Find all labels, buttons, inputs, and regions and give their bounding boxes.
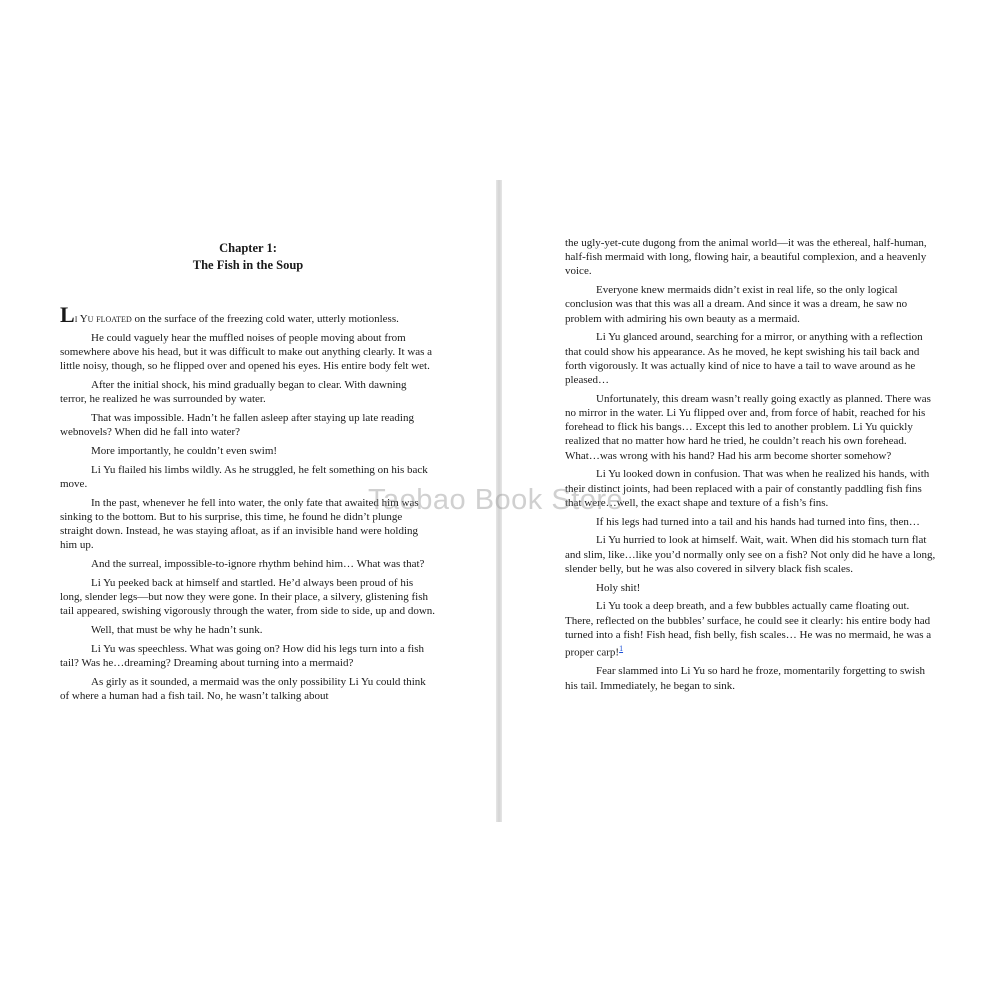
watermark: Taobao Book Store bbox=[368, 484, 624, 516]
bubble-paragraph-text: Li Yu took a deep breath, and a few bubbles actually came floating out. There, reflected on the bubbles’ surface, he could see it clearly: his entire body had turned into a fish! Fish head, fish belly, fish scales… He was no mermaid, he was a proper carp! bbox=[565, 600, 932, 659]
paragraph: More importantly, he couldn’t even swim! bbox=[91, 445, 278, 457]
left-paragraphs bbox=[60, 331, 436, 704]
left-page bbox=[60, 240, 436, 708]
chapter-heading bbox=[60, 240, 436, 274]
footnote-link[interactable]: 1 bbox=[619, 644, 624, 654]
paragraph: He could vaguely hear the muffled noises of people moving about from somewhere above his head, but it was difficult to make out anything clearly. It was a little noisy, though, so he flipped over and opened his eyes. His entire body felt wet. bbox=[60, 331, 433, 373]
paragraph: After the initial shock, his mind gradually began to clear. With dawning terror, he realized he was surrounded by water. bbox=[60, 379, 407, 406]
paragraph: Holy shit! bbox=[596, 581, 641, 594]
paragraph: Li Yu glanced around, searching for a mirror, or anything with a reflection that could show his appearance. As he moved, he kept swishing his tail back and forth vigorously. It was actually kind of nice to have a tail to wave around as he pleased… bbox=[565, 331, 923, 387]
opening-paragraph bbox=[60, 302, 436, 327]
paragraph: In the past, whenever he fell into water, the only fate that awaited him was sinking to the bottom. But to his surprise, this time, he found he didn’t plunge straight down. Instead, he was staying afloat, as if an invisible hand were holding him up. bbox=[60, 496, 419, 552]
drop-cap: L bbox=[60, 302, 75, 327]
paragraph: Unfortunately, this dream wasn’t really going exactly as planned. There was no mirror in the water. Li Yu flipped over and, from force of habit, reached for his forehead to flick his bangs… Except this led to another problem. Li Yu quickly realized that no matter how hard he tried, he couldn’t reach his own forehead. What…was wrong with his hand? Had his arm become shorter somehow? bbox=[565, 392, 931, 462]
bubble-paragraph bbox=[565, 599, 940, 659]
paragraph: Li Yu looked down in confusion. That was when he realized his hands, with their distinct joints, had been replaced with a pair of constantly paddling fish fins that were…well, the exact shape and texture of a fish’s fins. bbox=[565, 468, 930, 509]
paragraph: Everyone knew mermaids didn’t exist in real life, so the only logical conclusion was that this was all a dream. And since it was a dream, he saw no problem with admiring his own beauty as a mermaid. bbox=[565, 284, 908, 325]
paragraph: If his legs had turned into a tail and his hands had turned into fins, then… bbox=[596, 515, 920, 528]
paragraph: Li Yu flailed his limbs wildly. As he struggled, he felt something on his back move. bbox=[60, 463, 428, 490]
paragraph: Li Yu peeked back at himself and startled. He’d always been proud of his long, slender legs—but now they were gone. In their place, a silvery, glistening fish tail appeared, swishing vigorously through the water, from side to side, up and down. bbox=[60, 577, 436, 618]
chapter-number: Chapter 1: bbox=[219, 241, 277, 255]
opening-paragraph-rest: on the surface of the freezing cold water, utterly motionless. bbox=[131, 313, 399, 325]
paragraph: And the surreal, impossible-to-ignore rhythm behind him… What was that? bbox=[91, 558, 425, 571]
paragraph: Li Yu was speechless. What was going on? How did his legs turn into a fish tail? Was he…dreaming? Dreaming about turning into a mermaid? bbox=[60, 643, 425, 670]
paragraph: Li Yu hurried to look at himself. Wait, wait. When did his stomach turn flat and slim, like…like you’d normally only see on a fish? Not only did he have a long, slender belly, but he was also covered in silvery black fish scales. bbox=[565, 534, 936, 575]
continuation-paragraph: the ugly-yet-cute dugong from the animal world—it was the ethereal, half-human, half-fish mermaid with long, flowing hair, a beautiful complexion, and a heavenly voice. bbox=[565, 237, 927, 278]
paragraph: Well, that must be why he hadn’t sunk. bbox=[91, 624, 263, 637]
lead-smallcaps: i Yu floated bbox=[74, 313, 132, 325]
paragraph: That was impossible. Hadn’t he fallen asleep after staying up late reading webnovels? When did he fall into water? bbox=[60, 412, 414, 439]
right-page bbox=[565, 236, 940, 697]
final-paragraph: Fear slammed into Li Yu so hard he froze, momentarily forgetting to swish his tail. Immediately, he began to sink. bbox=[565, 665, 926, 692]
right-paragraphs bbox=[565, 283, 940, 595]
paragraph: As girly as it sounded, a mermaid was the only possibility Li Yu could think of where a human had a fish tail. No, he wasn’t talking about bbox=[60, 676, 426, 703]
chapter-title: The Fish in the Soup bbox=[192, 258, 304, 272]
